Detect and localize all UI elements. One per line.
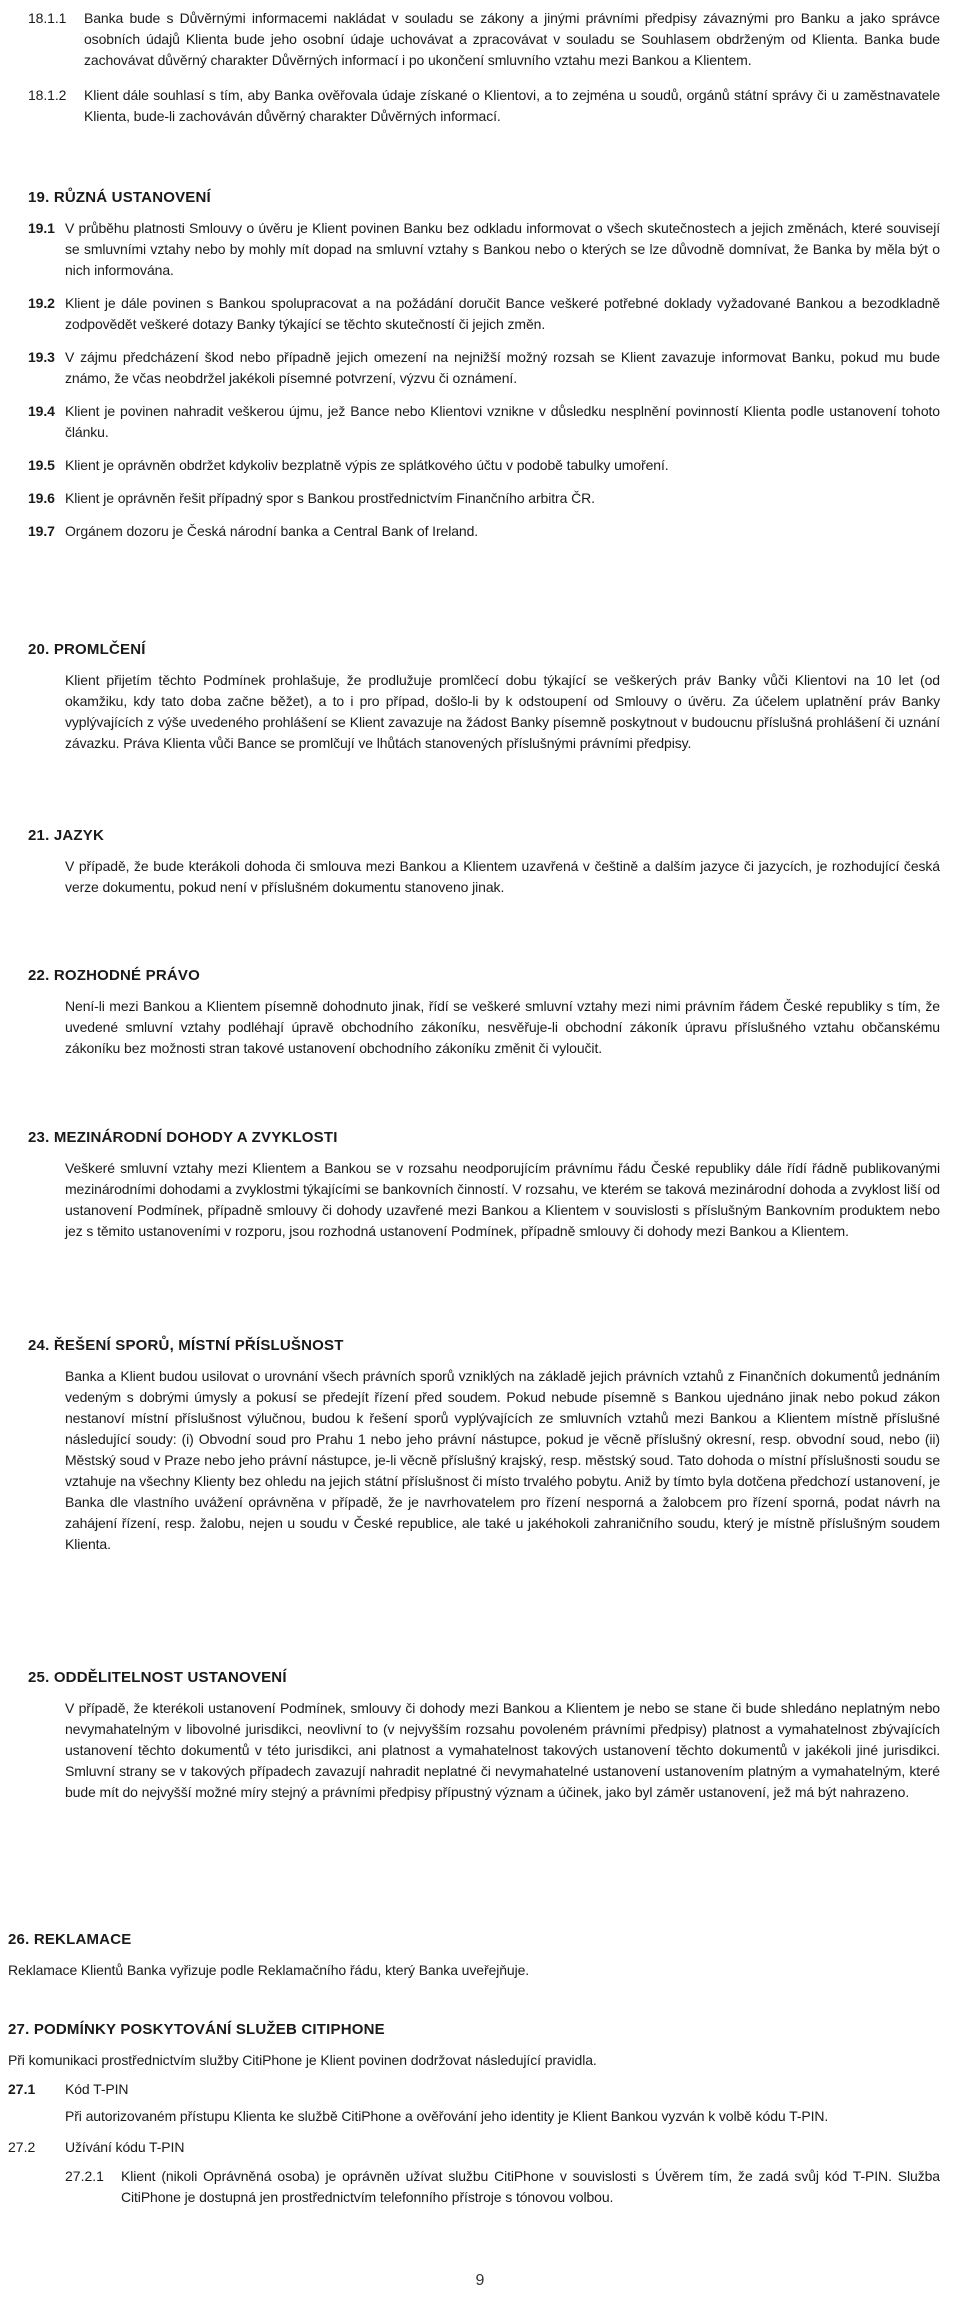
clause-number: 27.2.1 (65, 2168, 104, 2184)
section-heading: 26. REKLAMACE (8, 1931, 132, 1948)
clause-number: 19.5 (28, 457, 55, 473)
clause-text: Klient (nikoli Oprávněná osoba) je oprávněn užívat službu CitiPhone v souvislosti s Úvěrem tím, že zadá svůj kód T-PIN. Služba CitiPhone je dostupná jen prostřednictvím telefonního přístroje s tónovou volbou. (121, 2168, 940, 2205)
section-20 (28, 640, 940, 768)
clause-19-1 (28, 218, 940, 281)
section-26 (8, 1930, 940, 1995)
clause-27-1-text: Při autorizovaném přístupu Klienta ke službě CitiPhone a ověřování jeho identity je Klient Bankou vyzván k volbě kódu T-PIN. (65, 2108, 829, 2124)
section-heading: 21. JAZYK (28, 827, 104, 844)
clause-text: Klient je dále povinen s Bankou spolupracovat a na požádání doručit Bance veškeré potřebné doklady vyžadované Bankou a bezodkladně zodpovědět veškeré dotazy Banky týkající se těchto skutečností či jejich změn. (65, 295, 940, 332)
section-24 (28, 1336, 940, 1569)
clause-19-7 (28, 521, 940, 542)
section-text: Banka a Klient budou usilovat o urovnání všech právních sporů vzniklých na základě jejich právních vztahů z Finančních dokumentů jednáním vedeným s dobrými úmysly a pokusí se předejít řízení před soudem. Pokud nebude písemně s Bankou ujednáno jinak nebo pokud zákon nestanoví místní příslušnost výlučnou, budou k řešení sporů vyplývajících ze smluvních vztahů mezi Bankou a Klientem místně příslušné následující soudy: (i) Obvodní soud pro Prahu 1 nebo jeho právní nástupce, pokud je věcně příslušný okresní, resp. obvodní soud, nebo (ii) Městský soud v Praze nebo jeho právní nástupce, je-li věcně příslušný krajský, resp. městský soud. Tato dohoda o místní příslušnosti soudu se vztahuje na všechny Klienty bez ohledu na jejich státní příslušnost či místo trvalého pobytu. Aniž by tímto byla dotčena předchozí ustanovení, je Banka dle vlastního uvážení oprávněna v případě, že je navrhovatelem pro řízení nesporná a žalobcem pro řízení sporná, podat návrh na zahájení řízení, resp. žalobu, nejen u soudu v České republice, ale také u jakéhokoli zahraničního soudu, který je místně příslušným soudem Klienta. (65, 1368, 941, 1552)
section-22 (28, 966, 940, 1073)
section-text: Veškeré smluvní vztahy mezi Klientem a Bankou se v rozsahu neodporujícím právnímu řádu České republiky dále řídí řádně publikovanými mezinárodními dohodami a zvyklostmi týkajícími se bankovních činností. V rozsahu, ve kterém se taková mezinárodní dohoda a zvyklost liší od ustanovení Podmínek, případně smlouvy či dohody uzavřené mezi Bankou a Klientem v souvislosti s příslušným Bankovním produktem nebo jez s těmito ustanoveními v rozporu, jsou rozhodná ustanovení Podmínek, případně smlouvy či dohody mezi Bankou a Klientem. (65, 1160, 940, 1239)
section-heading: 25. ODDĚLITELNOST USTANOVENÍ (28, 1669, 287, 1686)
clause-18-1-2 (28, 85, 940, 127)
clause-number: 18.1.2 (28, 87, 67, 103)
clause-19-2 (28, 293, 940, 335)
clause-27-2-title (8, 2137, 940, 2158)
clause-number: 19.4 (28, 403, 55, 419)
page-number: 9 (475, 2272, 485, 2289)
section-23 (28, 1128, 940, 1256)
clause-number: 19.6 (28, 490, 55, 506)
clause-number: 27.1 (8, 2081, 36, 2097)
section-heading: 19. RŮZNÁ USTANOVENÍ (28, 189, 211, 206)
section-heading: 20. PROMLČENÍ (28, 641, 146, 658)
clause-19-3 (28, 347, 940, 389)
clause-number: 19.7 (28, 523, 55, 539)
clause-title: Kód T-PIN (65, 2081, 129, 2097)
section-heading: 24. ŘEŠENÍ SPORŮ, MÍSTNÍ PŘÍSLUŠNOST (28, 1337, 344, 1354)
clause-number: 18.1.1 (28, 10, 67, 26)
clause-18-1-1 (28, 8, 940, 71)
section-heading: 22. ROZHODNÉ PRÁVO (28, 967, 200, 984)
clause-27-2-1 (65, 2166, 940, 2208)
section-heading: 27. PODMÍNKY POSKYTOVÁNÍ SLUŽEB CITIPHONE (8, 2021, 385, 2038)
section-18-continuation (28, 8, 940, 141)
section-intro: Při komunikaci prostřednictvím služby CitiPhone je Klient povinen dodržovat následující pravidla. (8, 2052, 597, 2068)
clause-19-4 (28, 401, 940, 443)
section-text: Reklamace Klientů Banka vyřizuje podle Reklamačního řádu, který Banka uveřejňuje. (8, 1962, 530, 1978)
section-text: V případě, že kterékoli ustanovení Podmínek, smlouvy či dohody mezi Bankou a Klientem je nebo se stane či bude shledáno neplatným nebo nevymahatelným v libovolné jurisdikci, neovlivní to (v nejvyšším rozsahu povoleném právními předpisy) platnost a vymahatelnost zbývajících ustanovení těchto dokumentů v této jurisdikci, ani platnost a vymahatelnost takových ustanovení těchto dokumentů v jakékoli jiné jurisdikci. Smluvní strany se v takových případech zavazují nahradit neplatné či nevymahatelné ustanovení ustanovením platným a vymahatelným, které bude mít do nejvyšší možné míry stejný a právními předpisy přípustný význam a účinek, jako byl záměr ustanovení, jež má být nahrazeno. (65, 1700, 940, 1800)
section-21 (28, 826, 940, 912)
section-text: V případě, že bude kterákoli dohoda či smlouva mezi Bankou a Klientem uzavřená v češtině a dalším jazyce či jazycích, je rozhodující česká verze dokumentu, pokud není v příslušném dokumentu stanoveno jinak. (65, 858, 940, 895)
clause-title: Užívání kódu T-PIN (65, 2139, 185, 2155)
clause-number: 27.2 (8, 2139, 36, 2155)
clause-text: V zájmu předcházení škod nebo případně jejich omezení na nejnižší možný rozsah se Klient zavazuje informovat Banku, pokud mu bude známo, že včas neobdržel jakékoli písemné potvrzení, výzvu či oznámení. (65, 349, 940, 386)
clause-text: V průběhu platnosti Smlouvy o úvěru je Klient povinen Banku bez odkladu informovat o všech skutečnostech a jejich změnách, které souvisejí se smluvními vztahy nebo by mohly mít dopad na smluvní vztahy s Bankou nebo o kterých se lze důvodně domnívat, že Banka by měla být o nich informována. (65, 220, 940, 278)
clause-text: Banka bude s Důvěrnými informacemi nakládat v souladu se zákony a jinými právními předpisy závaznými pro Banku a jako správce osobních údajů Klienta bude jeho osobní údaje uchovávat a zpracovávat v souladu se Souhlasem obdrženým od Klienta. Banka bude zachovávat důvěrný charakter Důvěrných informací i po ukončení smluvního vztahu mezi Bankou a Klientem. (84, 10, 940, 68)
section-25 (28, 1668, 940, 1817)
clause-19-6 (28, 488, 940, 509)
clause-number: 19.2 (28, 295, 55, 311)
section-text: Není-li mezi Bankou a Klientem písemně dohodnuto jinak, řídí se veškeré smluvní vztahy mezi nimi právním řádem České republiky s tím, že uvedené smluvní vztahy podléhají úpravě obchodního zákoníku, nesvěřuje-li obchodní zákoník úpravu příslušného vztahu občanskému zákoníku bez možnosti stran takové ustanovení obchodního zákoníku změnit či vyloučit. (65, 998, 940, 1056)
clause-text: Klient je povinen nahradit veškerou újmu, jež Bance nebo Klientovi vznikne v důsledku nesplnění povinností Klienta podle ustanovení tohoto článku. (65, 403, 940, 440)
section-19 (28, 188, 940, 542)
clause-27-1-title (8, 2079, 940, 2100)
clause-19-5 (28, 455, 940, 476)
clause-number: 19.3 (28, 349, 55, 365)
clause-text: Klient je oprávněn řešit případný spor s Bankou prostřednictvím Finančního arbitra ČR. (65, 490, 595, 506)
clause-text: Klient dále souhlasí s tím, aby Banka ověřovala údaje získané o Klientovi, a to zejména u soudů, orgánů státní správy či u zaměstnavatele Klienta, bude-li zachováván důvěrný charakter Důvěrných informací. (84, 87, 940, 124)
section-text: Klient přijetím těchto Podmínek prohlašuje, že prodlužuje promlčecí dobu týkající se veškerých práv Banky vůči Klientovi na 10 let (od okamžiku, kdy tato doba začne běžet), a to i pro případ, došlo-li by k odstoupení od Smlouvy o úvěru. Za účelem uplatnění práv Banky vyplývajících z výše uvedeného prohlášení se Klient zavazuje na žádost Banky písemně poskytnout v budoucnu příslušná prohlášení či uznání závazku. Práva Klienta vůči Bance se promlčují ve lhůtách stanovených příslušnými právními předpisy. (65, 672, 940, 751)
clause-text: Orgánem dozoru je Česká národní banka a Central Bank of Ireland. (65, 523, 479, 539)
clause-number: 19.1 (28, 220, 55, 236)
clause-text: Klient je oprávněn obdržet kdykoliv bezplatně výpis ze splátkového účtu v podobě tabulky umoření. (65, 457, 669, 473)
section-heading: 23. MEZINÁRODNÍ DOHODY A ZVYKLOSTI (28, 1129, 338, 1146)
section-27 (8, 2020, 940, 2208)
